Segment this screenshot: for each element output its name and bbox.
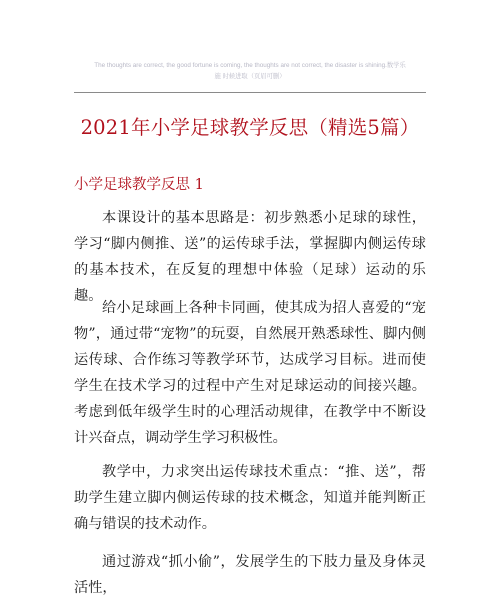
document-title: 2021年小学足球教学反思（精选5篇） [80, 116, 420, 139]
paragraph-2: 给小足球画上各种卡同画，使其成为招人喜爱的“宠物”，通过带“宠物”的玩耍，自然展开熟悉球性、脚内侧运传球、合作练习等教学环节，达成学习目标。进而使学生在技术学习的过程中产生对足球运动的间接兴趣。考虑到低年级学生时的心理活动规律，在教学中不断设计兴奋点，调动学生学习积极性。 [74, 300, 426, 446]
paragraph-1: 本课设计的基本思路是：初步熟悉小足球的球性，学习“脚内侧推、送”的运传球手法，掌握脚内侧运传球的基本技术，在反复的理想中体验（足球）运动的乐趣。 [74, 210, 426, 304]
paragraph-4: 通过游戏“抓小偷”，发展学生的下肢力量及身体灵活性， [74, 554, 426, 596]
section-heading: 小学足球教学反思 1 [74, 177, 204, 193]
page-header [74, 60, 426, 82]
header-text-line-2: 施 时候进取（页眉可删） [214, 73, 286, 80]
header-divider [74, 92, 426, 93]
paragraph-3: 教学中，力求突出运传球技术重点：“推、送”，帮助学生建立脚内侧运传球的技术概念，知道并能判断正确与错误的技术动作。 [74, 464, 426, 532]
header-text-line-1: The thoughts are correct, the good fortune is coming, the thoughts are not correct, the disaster is shining.数学乐 [94, 62, 406, 69]
